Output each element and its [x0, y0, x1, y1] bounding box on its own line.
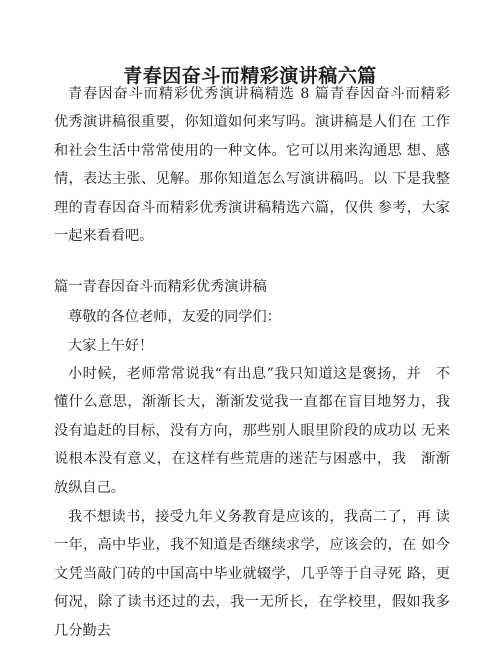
- body-paragraph-childhood: 小时候，老师常常说我“有出息”我只知道这是褒扬，并 不懂什么意思，渐渐长大，渐渐发觉我一直都在盲目地努力，我没有追赶的目标，没有方向，那些别人眼里阶段的成功以 无来说根本没有意义，在这样有些荒唐的迷茫与困惑中，我 渐渐放纵自己。: [54, 366, 450, 496]
- document-title: 青春因奋斗而精彩演讲稿六篇: [123, 64, 377, 87]
- intro-paragraph: 青春因奋斗而精彩优秀演讲稿精选 8 篇青春因奋斗而精彩 优秀演讲稿很重要，你知道如何来写吗。演讲稿是人们在 工作和社会生活中常常使用的一种文体。它可以用来沟通思 想、感情，表达主张、见解。那你知道怎么写演讲稿吗。以 下是我整理的青春因奋斗而精彩优秀演讲稿精选六篇，仅供 参考，大家一起来看看吧。: [54, 86, 465, 245]
- hello-line: 大家上午好！: [68, 338, 154, 354]
- greeting-line: 尊敬的各位老师，友爱的同学们：: [68, 309, 281, 325]
- body-paragraph-study: 我不想读书，接受九年义务教育是应该的，我高二了，再 读一年，高中毕业，我不知道是否继续求学，应该会的，在 如今文凭当敲门砖的中国高中毕业就辍学，几乎等于自寻死 路，更何况，除了读书还过的去，我一无所长，在学校里，假如我多几分勤去: [54, 509, 450, 639]
- section-title: 篇一青春因奋斗而精彩优秀演讲稿: [54, 279, 267, 295]
